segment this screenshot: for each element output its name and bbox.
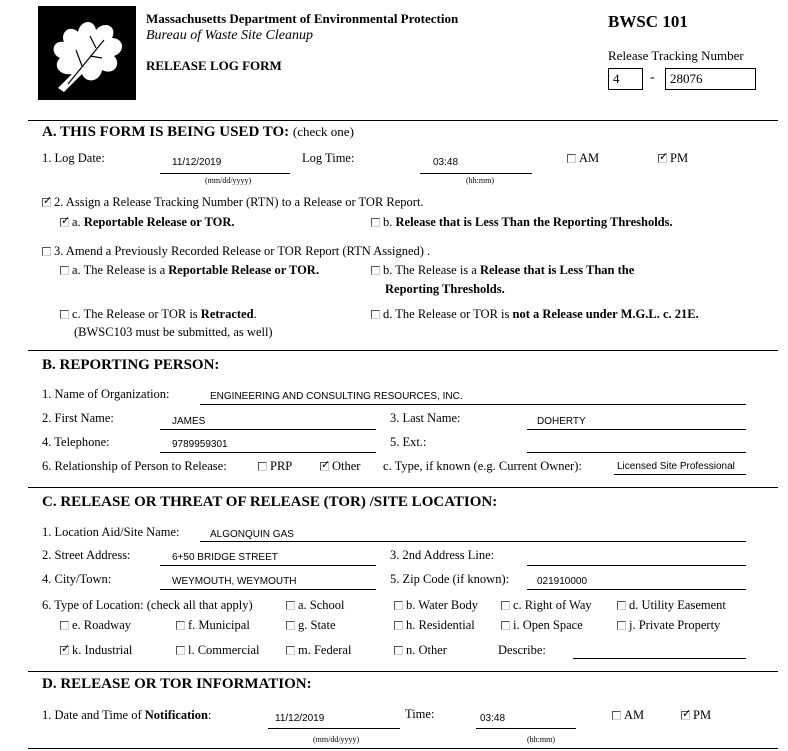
opt3c-checkbox[interactable]: c. The Release or TOR is Retracted. bbox=[60, 307, 257, 322]
ext-label: 5. Ext.: bbox=[390, 435, 427, 449]
city-value[interactable]: WEYMOUTH, WEYMOUTH bbox=[172, 576, 297, 587]
notification-date-hint: (mm/dd/yyyy) bbox=[313, 735, 360, 744]
last-name-value[interactable]: DOHERTY bbox=[537, 416, 586, 427]
loc-k-checkbox[interactable]: ✓k. Industrial bbox=[60, 643, 132, 658]
dep-logo bbox=[38, 6, 136, 100]
log-pm-checkbox[interactable]: ✓ PM bbox=[658, 151, 688, 166]
loc-m-checkbox[interactable]: m. Federal bbox=[286, 643, 351, 658]
first-name-label: 2. First Name: bbox=[42, 411, 114, 425]
form-code: BWSC 101 bbox=[608, 12, 688, 31]
log-time-label: Log Time: bbox=[302, 151, 355, 165]
opt2b-checkbox[interactable]: b. Release that is Less Than the Reporting Thresholds. bbox=[371, 215, 673, 230]
describe-field[interactable] bbox=[573, 658, 746, 659]
prp-checkbox[interactable]: PRP bbox=[258, 459, 292, 474]
loc-d-checkbox[interactable]: d. Utility Easement bbox=[617, 598, 726, 613]
opt3d-checkbox[interactable]: d. The Release or TOR is not a Release under M.G.L. c. 21E. bbox=[371, 307, 699, 322]
opt3b-continued: Reporting Thresholds. bbox=[385, 282, 505, 296]
opt3c-note: (BWSC103 must be submitted, as well) bbox=[74, 325, 273, 339]
section-c-title: C. RELEASE OR THREAT OF RELEASE (TOR) /SITE LOCATION: bbox=[42, 494, 498, 510]
loc-a-checkbox[interactable]: a. School bbox=[286, 598, 345, 613]
loc-j-checkbox[interactable]: j. Private Property bbox=[617, 618, 720, 633]
loc-l-checkbox[interactable]: l. Commercial bbox=[176, 643, 260, 658]
section-a-title: A. THIS FORM IS BEING USED TO: (check one) bbox=[42, 124, 354, 140]
form-title: RELEASE LOG FORM bbox=[146, 58, 282, 73]
type-known-value[interactable]: Licensed Site Professional bbox=[617, 461, 735, 472]
notification-time-value[interactable]: 03:48 bbox=[480, 713, 506, 724]
notif-pm-checkbox[interactable]: ✓ PM bbox=[681, 708, 711, 723]
agency-name: Massachusetts Department of Environmental Protection bbox=[146, 11, 459, 26]
address2-label: 3. 2nd Address Line: bbox=[390, 548, 495, 562]
relationship-label: 6. Relationship of Person to Release: bbox=[42, 459, 227, 473]
opt3b-checkbox[interactable]: b. The Release is a Release that is Less Than the bbox=[371, 263, 634, 278]
site-name-label: 1. Location Aid/Site Name: bbox=[42, 525, 180, 539]
log-date-value[interactable]: 11/12/2019 bbox=[172, 157, 222, 168]
telephone-label: 4. Telephone: bbox=[42, 435, 110, 449]
opt2-checkbox[interactable]: ✓2. Assign a Release Tracking Number (RTN) to a Release or TOR Report. bbox=[42, 195, 424, 210]
street-value[interactable]: 6+50 BRIDGE STREET bbox=[172, 552, 278, 563]
log-time-value[interactable]: 03:48 bbox=[433, 157, 459, 168]
org-label: 1. Name of Organization: bbox=[42, 387, 170, 401]
loc-c-checkbox[interactable]: c. Right of Way bbox=[501, 598, 592, 613]
notif-am-checkbox[interactable]: AM bbox=[612, 708, 644, 723]
bureau-name: Bureau of Waste Site Cleanup bbox=[146, 28, 313, 43]
loc-e-checkbox[interactable]: e. Roadway bbox=[60, 618, 131, 633]
notification-time-label: Time: bbox=[405, 707, 435, 721]
zip-value[interactable]: 021910000 bbox=[537, 576, 588, 587]
zip-label: 5. Zip Code (if known): bbox=[390, 572, 510, 586]
loc-i-checkbox[interactable]: i. Open Space bbox=[501, 618, 583, 633]
describe-label: Describe: bbox=[498, 643, 546, 657]
notification-label: 1. Date and Time of Notification: bbox=[42, 708, 212, 722]
loc-f-checkbox[interactable]: f. Municipal bbox=[176, 618, 250, 633]
oak-leaf-icon bbox=[38, 6, 136, 100]
section-b-title: B. REPORTING PERSON: bbox=[42, 357, 220, 373]
first-name-value[interactable]: JAMES bbox=[172, 416, 206, 427]
notification-time-hint: (hh:mm) bbox=[527, 735, 555, 744]
notification-date-value[interactable]: 11/12/2019 bbox=[275, 713, 325, 724]
telephone-value[interactable]: 9789959301 bbox=[172, 439, 228, 450]
type-known-label: c. Type, if known (e.g. Current Owner): bbox=[383, 459, 582, 473]
location-type-label: 6. Type of Location: (check all that apply) bbox=[42, 598, 253, 612]
log-time-hint: (hh:mm) bbox=[466, 176, 494, 185]
log-am-checkbox[interactable]: AM bbox=[567, 151, 599, 166]
rtn-number-field[interactable]: 28076 bbox=[665, 68, 756, 90]
loc-g-checkbox[interactable]: g. State bbox=[286, 618, 336, 633]
rtn-region-field[interactable]: 4 bbox=[608, 68, 643, 90]
site-name-value[interactable]: ALGONQUIN GAS bbox=[210, 529, 294, 540]
opt3-checkbox[interactable]: 3. Amend a Previously Recorded Release or TOR Report (RTN Assigned) . bbox=[42, 244, 430, 259]
loc-h-checkbox[interactable]: h. Residential bbox=[394, 618, 475, 633]
rtn-label: Release Tracking Number bbox=[608, 48, 744, 63]
opt2a-checkbox[interactable]: ✓a. Reportable Release or TOR. bbox=[60, 215, 235, 230]
city-label: 4. City/Town: bbox=[42, 572, 112, 586]
rtn-dash: - bbox=[650, 70, 655, 85]
loc-b-checkbox[interactable]: b. Water Body bbox=[394, 598, 478, 613]
log-date-hint: (mm/dd/yyyy) bbox=[205, 176, 252, 185]
street-label: 2. Street Address: bbox=[42, 548, 131, 562]
org-value[interactable]: ENGINEERING AND CONSULTING RESOURCES, INC. bbox=[210, 391, 463, 402]
log-date-label: 1. Log Date: bbox=[42, 151, 105, 165]
opt3a-checkbox[interactable]: a. The Release is a Reportable Release or TOR. bbox=[60, 263, 319, 278]
section-d-title: D. RELEASE OR TOR INFORMATION: bbox=[42, 676, 312, 692]
last-name-label: 3. Last Name: bbox=[390, 411, 461, 425]
other-checkbox[interactable]: ✓ Other bbox=[320, 459, 360, 474]
loc-n-checkbox[interactable]: n. Other bbox=[394, 643, 447, 658]
